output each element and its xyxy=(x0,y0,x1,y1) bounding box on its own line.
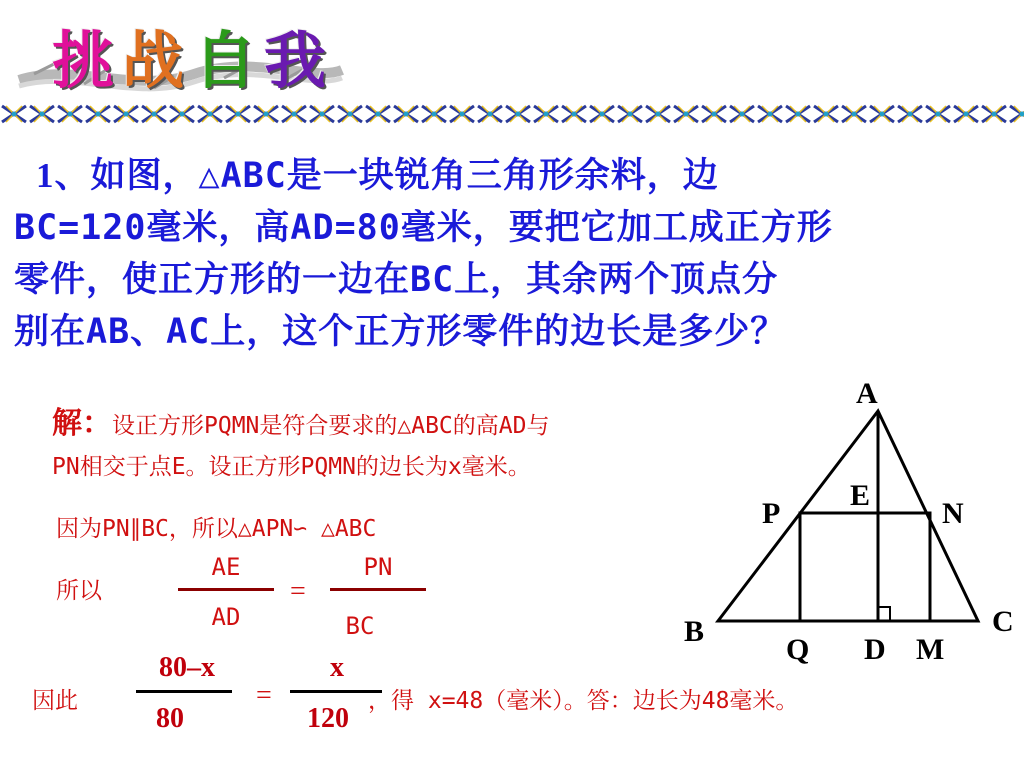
solution-line-1 xyxy=(52,398,549,442)
solution-line-3: 因为PN∥BC，所以△APN∽ △ABC xyxy=(56,516,377,542)
title-char-1: 挑 xyxy=(52,24,115,97)
label-c: C xyxy=(992,605,1014,638)
solution-label: 解： xyxy=(52,406,112,441)
label-b: B xyxy=(684,615,705,648)
label-n: N xyxy=(942,497,964,530)
ratio-left-numerator: AE xyxy=(211,553,241,581)
label-m: M xyxy=(916,633,945,666)
solution-line-2: PN相交于点E。设正方形PQMN的边长为x毫米。 xyxy=(52,454,531,480)
ratio-left-denominator: AD xyxy=(211,603,241,631)
final-left-numerator: 80–x xyxy=(159,652,215,683)
final-right-denominator: 120 xyxy=(307,703,349,734)
problem-line-4: 别在AB、AC上，这个正方形零件的边长是多少？ xyxy=(14,312,787,352)
problem-line-3: 零件，使正方形的一边在BC上，其余两个顶点分 xyxy=(14,260,779,300)
label-a: A xyxy=(856,377,878,410)
problem-line-1: 、如图，△ABC是一块锐角三角形余料，边 xyxy=(54,156,719,196)
final-equals: = xyxy=(256,680,272,711)
title-char-4: 我 xyxy=(264,24,327,97)
final-right-numerator: x xyxy=(330,652,344,683)
triangle-abc xyxy=(718,411,978,621)
square-pqmn xyxy=(800,513,930,621)
problem-line-2: BC=120毫米，高AD=80毫米，要把它加工成正方形 xyxy=(14,208,833,248)
ratio-right-denominator: BC xyxy=(345,612,375,640)
problem-number: 1 xyxy=(36,156,55,195)
problem-statement xyxy=(14,150,1004,358)
ratio-equals: = xyxy=(290,576,306,607)
therefore-label: 因此 xyxy=(32,688,78,714)
final-left-bar xyxy=(136,690,232,693)
final-result: ，得 x=48（毫米）。答：边长为48毫米。 xyxy=(368,688,799,714)
label-e: E xyxy=(850,479,871,512)
ratio-right-bar xyxy=(330,588,426,591)
final-left-denominator: 80 xyxy=(156,703,184,734)
so-label: 所以 xyxy=(56,578,102,604)
label-q: Q xyxy=(786,633,810,666)
solution-line-1-text: 设正方形PQMN是符合要求的△ABC的高AD与 xyxy=(112,413,550,439)
label-p: P xyxy=(762,497,781,530)
triangle-figure xyxy=(680,375,1024,675)
title-char-3: 自 xyxy=(194,24,257,97)
decorative-border-strip xyxy=(0,103,1024,125)
ratio-right-numerator: PN xyxy=(363,553,393,581)
title-char-2: 战 xyxy=(122,24,185,97)
ratio-left-bar xyxy=(178,588,274,591)
label-d: D xyxy=(864,633,886,666)
right-angle-mark xyxy=(878,607,890,621)
slide-title xyxy=(14,22,344,112)
